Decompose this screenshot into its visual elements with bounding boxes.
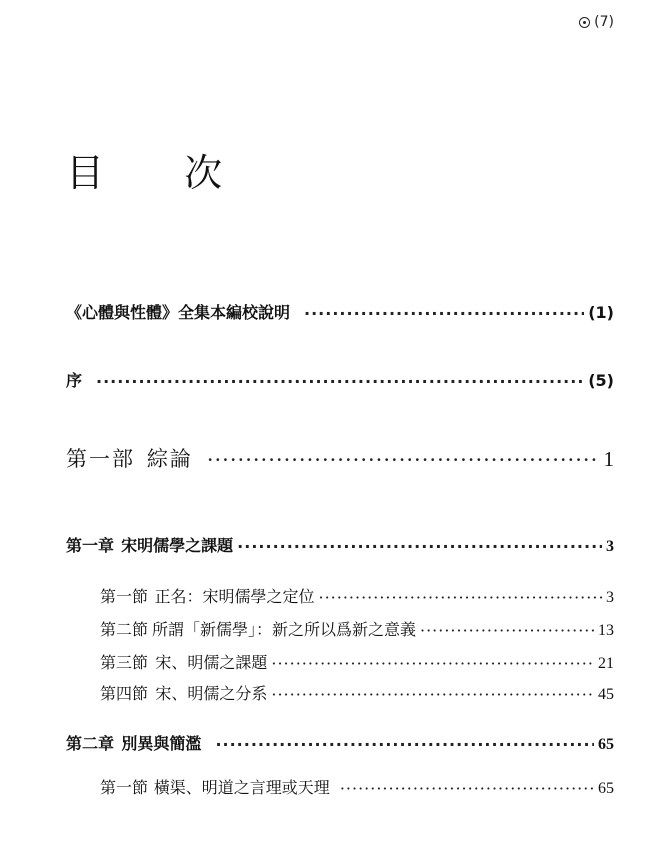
chapter-title: 別異與簡濫 [121, 734, 202, 753]
chapter-title: 宋明儒學之課題 [121, 536, 234, 555]
toc-section-1-1 [100, 584, 614, 607]
toc-entry-page: (1) [588, 303, 614, 322]
chapter-page: 3 [606, 538, 614, 555]
circle-dot-icon [579, 17, 590, 28]
dot-leader [304, 304, 584, 320]
section-title: 所謂「新儒學」：新之所以爲新之意義 [151, 620, 416, 639]
toc-part-1 [66, 443, 614, 473]
toc-section-1-4 [100, 681, 614, 704]
section-number: 第二節 [100, 620, 149, 639]
toc-entry-title: 序 [66, 371, 83, 390]
toc-chapter-2 [66, 731, 614, 754]
dot-leader [420, 621, 594, 637]
section-number: 第一節 [100, 587, 149, 606]
section-page: 21 [598, 655, 614, 672]
dot-leader [207, 448, 600, 469]
chapter-number: 第一章 [66, 536, 115, 555]
page-number [579, 14, 614, 30]
toc-entry-title: 《心體與性體》全集本編校說明 [66, 303, 291, 322]
part-number: 第一部 [66, 447, 135, 471]
section-page: 13 [598, 622, 614, 639]
toc-entry-page: (5) [588, 371, 614, 390]
section-number: 第四節 [100, 684, 149, 703]
chapter-number: 第二章 [66, 734, 115, 753]
dot-leader [215, 735, 594, 751]
toc-section-1-2 [100, 617, 614, 640]
section-title: 宋、明儒之課題 [155, 653, 268, 672]
section-number: 第一節 [100, 778, 149, 797]
dot-leader [271, 654, 594, 670]
toc-section-2-1 [100, 775, 614, 798]
toc-entry-preface [66, 368, 614, 391]
section-page: 45 [598, 686, 614, 703]
toc-entry-editorial-note [66, 300, 614, 323]
section-number: 第三節 [100, 653, 149, 672]
section-page: 65 [598, 780, 614, 797]
dot-leader [318, 588, 602, 604]
section-title: 橫渠、明道之言理或天理 [153, 778, 330, 797]
chapter-page: 65 [598, 736, 614, 753]
page-number-text: (7) [594, 14, 614, 30]
section-page: 3 [606, 589, 614, 606]
dot-leader [96, 372, 584, 388]
part-page: 1 [603, 447, 614, 471]
section-title: 正名：宋明儒學之定位 [154, 587, 315, 606]
section-title: 宋、明儒之分系 [155, 684, 268, 703]
dot-leader [237, 537, 602, 553]
part-title: 綜論 [146, 447, 193, 471]
dot-leader [271, 685, 594, 701]
toc-section-1-3 [100, 650, 614, 673]
toc-chapter-1 [66, 533, 614, 556]
dot-leader [340, 779, 594, 795]
toc-heading: 目 次 [66, 151, 257, 195]
